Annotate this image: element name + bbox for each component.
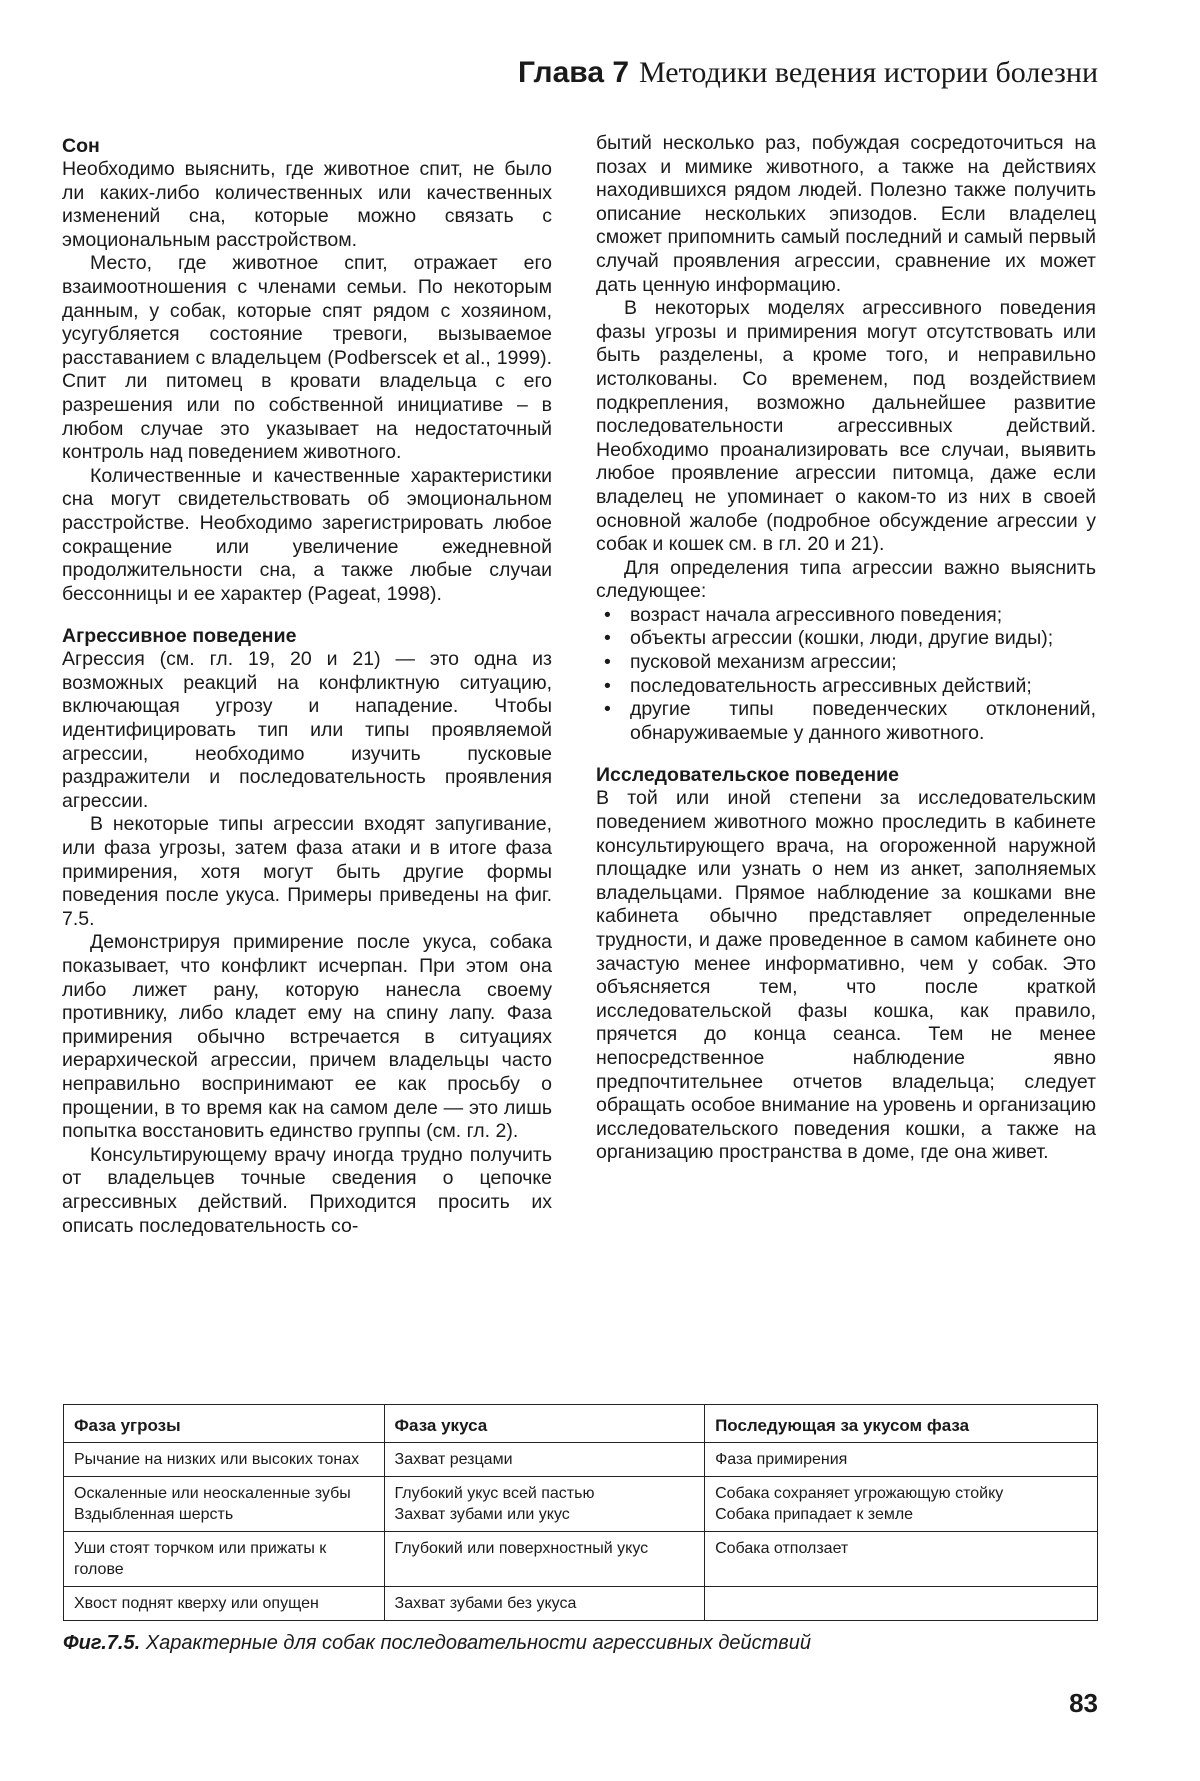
table-cell [705, 1587, 1098, 1621]
running-header [518, 56, 1098, 90]
right-column [596, 132, 1096, 1165]
table-row [64, 1587, 1098, 1621]
list-item: • другие типы поведенческих отклонений, обнаруживаемые у данного животного. [596, 698, 1096, 745]
figure-caption [63, 1632, 811, 1655]
figure-label: Фиг.7.5. [63, 1632, 141, 1654]
table-cell: Уши стоят торчком или прижаты к голове [64, 1532, 385, 1587]
chapter-title: Методики ведения истории болезни [639, 56, 1098, 89]
table-header-row [64, 1405, 1098, 1443]
section-heading-exploratory: Исследовательское поведение [596, 764, 899, 787]
paragraph: Консультирующему врачу иногда трудно получить от владельцев точные сведения о цепочке агрессивных действий. Приходится просить их описать последовательность со- [62, 1143, 552, 1237]
table-row [64, 1477, 1098, 1532]
list-item: • объекты агрессии (кошки, люди, другие виды); [596, 627, 1096, 651]
list-item: • пусковой механизм агрессии; [596, 651, 1096, 675]
table-cell: Фаза примирения [705, 1443, 1098, 1477]
paragraph: Место, где животное спит, отражает его взаимоотношения с членами семьи. По некоторым данным, у собак, которые спят рядом с хозяином, усугубляется состояние тревоги, вызываемое расставанием с владельцем (Podberscek et al., 1999). Спит ли питомец в кровати владельца с его разрешения или по собственной инициативе – в любом случае это указывает на недостаточный контроль над поведением животного. [62, 252, 552, 464]
table-cell: Собака отползает [705, 1532, 1098, 1587]
figure-caption-text: Характерные для собак последовательности агрессивных действий [145, 1632, 811, 1654]
paragraph: Необходимо выяснить, где животное спит, не было ли каких-либо количественных или качественных изменений сна, которые можно связать с эмоциональным расстройством. [62, 158, 552, 251]
table-cell: Захват резцами [384, 1443, 705, 1477]
paragraph: Демонстрируя примирение после укуса, собака показывает, что конфликт исчерпан. При этом она либо лижет рану, которую нанесла своему противнику, либо кладет ему на спину лапу. Фаза примирения обычно встречается в ситуациях иерархической агрессии, причем владельцы часто неправильно воспринимают ее как просьбу о прощении, в то время как на самом деле — это лишь попытка восстановить единство группы (см. гл. 2). [62, 931, 552, 1143]
table-row [64, 1443, 1098, 1477]
page-number: 83 [1069, 1688, 1098, 1718]
table-cell: Оскаленные или неоскаленные зубы Вздыбленная шерсть [64, 1477, 385, 1532]
paragraph: Для определения типа агрессии важно выяснить следующее: [596, 556, 1096, 603]
chapter-label: Глава 7 [518, 56, 630, 89]
column-header: Фаза укуса [384, 1405, 705, 1443]
table-cell: Собака сохраняет угрожающую стойку Собака припадает к земле [705, 1477, 1098, 1532]
paragraph: В некоторые типы агрессии входят запугивание, или фаза угрозы, затем фаза атаки и в итоге фаза примирения, хотя могут быть другие формы поведения после укуса. Примеры приведены на фиг. 7.5. [62, 813, 552, 930]
paragraph: Количественные и качественные характеристики сна могут свидетельствовать об эмоциональном расстройстве. Необходимо зарегистрировать любое сокращение или увеличение ежедневной продолжительности сна, а также любые случаи бессонницы и ее характер (Pageat, 1998). [62, 464, 552, 605]
table-cell: Захват зубами без укуса [384, 1587, 705, 1621]
table-cell: Глубокий укус всей пастью Захват зубами или укус [384, 1477, 705, 1532]
aggression-checklist [596, 604, 1096, 746]
paragraph: В той или иной степени за исследовательским поведением животного можно проследить в кабинете консультирующего врача, на огороженной наружной площадке или узнать о нем из анкет, заполняемых владельцами. Прямое наблюдение за кошками вне кабинета обычно представляет определенные трудности, и даже проведенное в самом кабинете оно зачастую менее информативно, чем у собак. Это объясняется тем, что после краткой исследовательской фазы кошка, как правило, прячется до конца сеанса. Тем не менее непосредственное наблюдение явно предпочтительнее отчетов владельца; следует обращать особое внимание на уровень и организацию исследовательского поведения кошки, а также на организацию пространства в доме, где она живет. [596, 787, 1096, 1164]
column-header: Последующая за укусом фаза [705, 1405, 1098, 1443]
list-item: • возраст начала агрессивного поведения; [596, 604, 1096, 628]
table-cell: Рычание на низких или высоких тонах [64, 1443, 385, 1477]
paragraph: бытий несколько раз, побуждая сосредоточиться на позах и мимике животного, а также на действиях находившихся рядом людей. Полезно также получить описание нескольких эпизодов. Если владелец сможет припомнить самый последний и самый первый случай проявления агрессии, сравнение их может дать ценную информацию. [596, 132, 1096, 296]
left-column [62, 134, 552, 1238]
table-cell: Хвост поднят кверху или опущен [64, 1587, 385, 1621]
table-row [64, 1532, 1098, 1587]
paragraph: В некоторых моделях агрессивного поведения фазы угрозы и примирения могут отсутствовать или быть разделены, а кроме того, и неправильно истолкованы. Со временем, под воздействием подкрепления, возможно дальнейшее развитие последовательности агрессивных действий. Необходимо проанализировать все случаи, выявить любое проявление агрессии питомца, даже если владелец не упоминает о каком-то из них в своей основной жалобе (подробное обсуждение агрессии у собак и кошек см. в гл. 20 и 21). [596, 297, 1096, 556]
section-heading-aggressive: Агрессивное поведение [62, 625, 297, 648]
paragraph: Агрессия (см. гл. 19, 20 и 21) — это одна из возможных реакций на конфликтную ситуацию, включающая угрозу и нападение. Чтобы идентифицировать тип или типы проявляемой агрессии, необходимо изучить пусковые раздражители и последовательность проявления агрессии. [62, 648, 552, 812]
section-heading-sleep: Сон [62, 135, 100, 157]
table-cell: Глубокий или поверхностный укус [384, 1532, 705, 1587]
column-header: Фаза угрозы [64, 1405, 385, 1443]
aggression-phases-table [63, 1404, 1098, 1621]
list-item: • последовательность агрессивных действий; [596, 675, 1096, 699]
